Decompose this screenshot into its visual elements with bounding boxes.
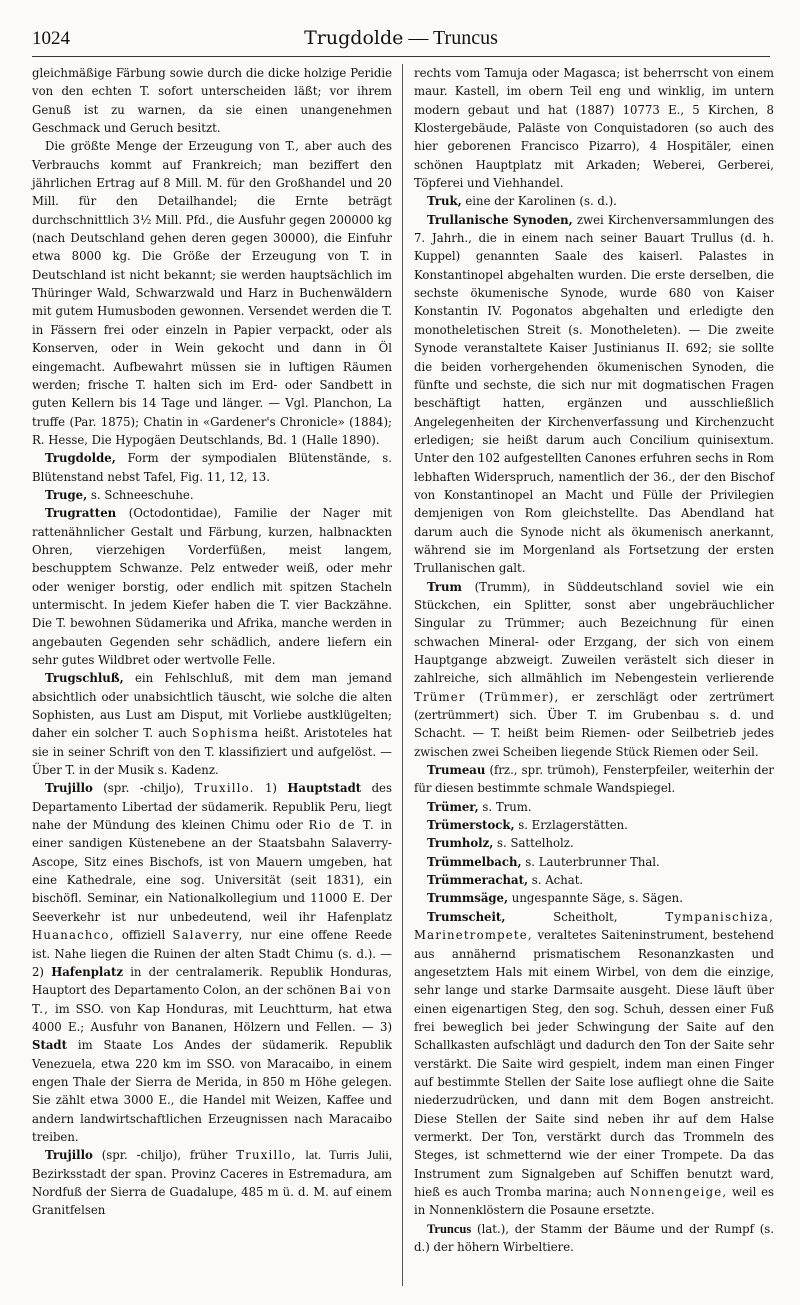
entry-text: s. Lauterbrunner Thal. <box>525 854 660 869</box>
entry-text: zwei Kirchenversammlungen des 7. Jahrh., die in einem nach seiner Bauart Trullus (d. h. Kuppel) genannten Saale des kaiserl. Palastes in Konstantinopel abgehalten wurden. Die erste derselben, die sechste ökumenische Synode, wurde 680 von Kaiser Konstantin IV. Pogonatos abgehalten und erledigte den monotheletischen Streit (s. Monotheleten). — Die zweite Synode veranstaltete Kaiser Justinianus II. 692; sie sollte die beiden vorhergehenden ökumenischen Synoden, die fünfte und sechste, die sich nur mit dogmatischen Fragen beschäftigt hatten, ergänzen und ausschließlich Angelegenheiten der Kirchenverfassung und Kirchenzucht erledigen; sie heißt darum auch Concilium quinisextum. Unter den 102 aufgestellten Canones erfuhren sechs in Rom lebhaften Widerspruch, namentlich der 36., der den Bischof von Konstantinopel an Macht und Fülle der Privilegien demjenigen von Rom gleichstellte. Das Abendland hat darum auch die Synode nicht als ökumenisch anerkannt, während sie im Morgenland als Fortsetzung der ersten Trullanischen galt. <box>414 212 774 576</box>
entry-trujillo-spain <box>32 1146 392 1219</box>
entry-trullanische-synoden <box>414 211 774 578</box>
entry-truge <box>32 486 392 504</box>
entry-text: ungespannte Säge, s. Sägen. <box>511 891 683 906</box>
pronunciation: (spr. -chiljo), früher <box>101 1148 228 1163</box>
entry-truemmerachat <box>414 871 774 889</box>
entry-text: (frz., spr. trümoh), Fensterpfeiler, weiterhin der für diesen bestimmte schmale Wandspiegel. <box>414 763 774 796</box>
entry-text: (Octodontidae), Familie der Nager mit rattenähnlicher Gestalt und Färbung, kurzen, halbnackten Ohren, vierzehigen Vorderfüßen, meist langem, beschupptem Schwanze. Pelz entweder weiß, oder mehr oder weniger borstig, oder endlich mit spitzen Stacheln untermischt. In jedem Kiefer haben die T. vier Backzähne. Die T. bewohnen Südamerika und Afrika, manche werden in angebauten Gegenden sehr schädlich, andere liefern ein sehr gutes Wildbret oder wertvolle Felle. <box>32 506 392 667</box>
spaced-term: Salaverry, <box>172 928 244 943</box>
page-header <box>32 26 770 57</box>
entry-text: in der centralamerik. Republik Honduras, Hauptort des Departamento Colon, an der schönen <box>32 964 393 998</box>
entry-truncus <box>414 1220 774 1257</box>
entry-trugratten <box>32 504 392 669</box>
entry-text: (lat.), der Stamm der Bäume und der Rumpf (s. d.) der höhern Wirbeltiere. <box>414 1221 775 1254</box>
headword: Trullanische Synoden, <box>427 212 573 227</box>
running-title-dash: — <box>408 27 429 49</box>
entry-trum <box>414 578 774 761</box>
sense-label: Stadt <box>32 1038 67 1053</box>
spaced-term: Tympanischiza, Marinetrompete, <box>414 909 774 943</box>
continuation-paragraph: gleichmäßige Färbung sowie durch die dicke holzige Peridie von den echten T. sofort unterscheiden läßt; vor ihrem Genuß ist zu warnen, da sie einen unangenehmen Geschmack und Geruch besitzt. <box>32 66 392 136</box>
spaced-term: Sophisma <box>191 726 260 741</box>
headword: Trümerstock, <box>427 818 515 833</box>
spaced-term: Truxillo, <box>236 1148 297 1163</box>
spaced-term: Nonnengeige, <box>629 1184 728 1199</box>
headword: Trümer, <box>427 799 479 814</box>
entry-text: im Staate Los Andes der südamerik. Republik Venezuela, etwa 220 km im SSO. von Maracaibo, in einem engen Thale der Sierra de Merida, in 850 m Höhe gelegen. Sie zählt etwa 3000 E., die Handel mit Weizen, Kaffee und andern landwirtschaftlichen Erzeugnissen nach Maracaibo treiben. <box>32 1038 393 1144</box>
entry-trumscheit <box>414 908 774 1220</box>
headword: Truncus <box>427 1221 472 1236</box>
entry-text: Form der sympodialen Blütenstände, s. Blütenstand nebst Tafel, Fig. 11, 12, 13. <box>32 451 392 484</box>
entry-text: nur eine offene Reede ist. Nahe liegen die Ruinen der alten Stadt Chimu (s. d.). — <box>32 928 393 961</box>
headword: Trugschluß, <box>45 671 124 686</box>
headword: Trum <box>427 579 462 594</box>
headword: Truk, <box>427 194 462 209</box>
page-number: 1024 <box>32 28 70 49</box>
entry-text: Scheitholt, <box>553 909 618 924</box>
entry-text: ein Fehlschluß, mit dem man jemand absichtlich oder unabsichtlich täuscht, wie solche die alten Sophisten, aus Lust am Disput, mit Vorliebe austklügelten; daher ein solcher T. auch <box>32 671 392 741</box>
entry-text: (Trumm), in Süddeutschland soviel wie ein Stückchen, ein Splitter, sonst aber ungebräuchlicher Singular zu Trümmer; auch Bezeichnung für einen schwachen Mineral- oder Erzgang, der sich von einem Hauptgange abzweigt. Zuweilen verästelt sich dieser in zahlreiche, sich allmählich im Nebengestein verlierende <box>414 579 774 686</box>
entry-trumeau <box>414 761 774 798</box>
spaced-term: Bai von T., <box>32 983 392 1016</box>
entry-text: s. Erzlagerstätten. <box>518 818 628 833</box>
entry-trumholz <box>414 834 774 852</box>
headword: Trumscheit, <box>427 909 506 924</box>
headword: Trujillo <box>45 1148 93 1163</box>
entry-text: er zerschlägt oder zertrümert (zertrümmert) sich. Über T. im Grubenbau s. d. und Schacht. — T. heißt beim Riemen- oder Seilbetrieb jedes zwischen zwei Scheiben liegende Stück Riemen oder Seil. <box>414 689 774 759</box>
entry-trugdolde <box>32 449 392 486</box>
entry-text: veraltetes Saiteninstrument, bestehend aus annähernd prismatischem Resonanzkasten und angesetztem Hals mit einem Wirbel, von dem die einzige, sehr lange und starke Darmsaite ausgeht. Diese läuft über einen eigenartigen Steg, den sog. Schuh, dessen einer Fuß frei beweglich bei jeder Schwingung der Saite auf den Schallkasten aufschlägt und dadurch den Ton der Saite sehr verstärkt. Die Saite wird gespielt, indem man einen Finger auf bestimmte Stellen der Saite lose aufliegt ohne die Saite niederzudrücken, und dann mit dem Bogen anstreicht. Diese Stellen der Saite sind neben ihr auf dem Halse vermerkt. Der Ton, verstärkt durch das Trommeln des Steges, ist schmetternd wie der einer Trompete. Da das Instrument zum Signalgeben auf Schiffen benutzt ward, hieß es auch Tromba marina; auch <box>414 928 775 1199</box>
spaced-term: Huanachco, <box>32 928 115 943</box>
entry-text: s. Sattelholz. <box>497 836 574 851</box>
running-title <box>32 27 770 50</box>
entry-text: s. Achat. <box>531 873 584 888</box>
running-title-first: Trugdolde <box>304 27 404 49</box>
headword: Trumholz, <box>427 836 494 851</box>
entry-text: Bezirksstadt der span. Provinz Caceres in Estremadura, am Nordfuß der Sierra de Guadalupe, 485 m ü. d. M. auf einem Granitfelsen <box>32 1166 392 1218</box>
sense-label: Hafenplatz <box>51 964 123 979</box>
entry-trujillo <box>32 779 392 1146</box>
latin-name: lat. Turris Julii, <box>305 1148 392 1163</box>
column-divider <box>402 64 403 1286</box>
sense-number: 2) <box>32 964 44 979</box>
left-column <box>32 64 392 1220</box>
spaced-term: Trümer (Trümmer), <box>414 689 560 704</box>
running-title-last: Truncus <box>433 27 498 49</box>
headword: Trugdolde, <box>45 451 116 466</box>
entry-text: des Departamento Libertad der südamerik. Republik Peru, liegt nahe der Mündung des kleinen Chimu oder <box>32 781 392 833</box>
entry-text: im SSO. von Kap Honduras, mit Leuchtturm, hat etwa 4000 E.; Ausfuhr von Bananen, Hölzern und Fellen. — <box>32 1001 393 1034</box>
entry-trumer <box>414 798 774 816</box>
pronunciation: (spr. -chiljo), <box>103 781 185 796</box>
headword: Trummsäge, <box>427 891 509 906</box>
headword: Trujillo <box>45 781 93 796</box>
headword: Truge, <box>45 487 88 502</box>
entry-text: in einer sandigen Küstenebene an der Staatsbahn Salaverry-Ascope, Sitz eines Bischofs, ist von Mauern umgeben, hat eine Kathedrale, eine sog. Universität (seit 1831), ein bischöfl. Seminar, ein Nationalkollegium und 11000 E. Der Seeverkehr ist nur unbedeutend, weil ihr Hafenplatz <box>32 818 393 924</box>
entry-truk <box>414 192 774 210</box>
entry-text: weil es in Nonnenklöstern die Posaune ersetzte. <box>414 1184 775 1218</box>
sense-label: Hauptstadt <box>287 781 362 796</box>
paragraph-production: Die größte Menge der Erzeugung von T., aber auch des Verbrauchs kommt auf Frankreich; man beziffert den jährlichen Ertrag auf 8 Mill. M. für den Großhandel und 20 Mill. für den Detailhandel; die Ernte beträgt durchschnittlich 3½ Mill. Pfd., die Ausfuhr gegen 200000 kg (nach Deutschland gehen deren gegen 30000), die Einfuhr etwa 8000 kg. Die Größe der Erzeugung von T. in Deutschland ist nicht bekannt; sie werden hauptsächlich im Thüringer Wald, Schwarzwald und Harz in Buchenwäldern mit gutem Humusboden gewonnen. Versendet werden die T. in Fässern frei oder einzeln in Papier verpackt, oder als Konserven, oder in Wein gekocht und dann in Öl eingemacht. Aufbewahrt müssen sie in luftigen Räumen werden; frische T. halten sich im Erd- oder Sandbett in guten Kellern bis 14 Tage und länger. — Vgl. Planchon, La truffe (Par. 1875); Chatin in «Gardener's Chronicle» (1884); R. Hesse, Die Hypogäen Deutschlands, Bd. 1 (Halle 1890). <box>32 139 393 447</box>
headword: Trugratten <box>45 506 117 521</box>
headword: Trümmerachat, <box>427 873 529 888</box>
sense-number: 3) <box>380 1019 393 1034</box>
entry-trugschluss <box>32 669 392 779</box>
continuation-paragraph: rechts vom Tamuja oder Magasca; ist beherrscht von einem maur. Kastell, im obern Teil eng und winklig, im untern modern gebaut und hat (1887) 10773 E., 5 Kirchen, 8 Klostergebäude, Paläste von Conquistadoren (so auch des hier geborenen Francisco Pizarro), 4 Hospitäler, einen schönen Hauptplatz mit Arkaden; Weberei, Gerberei, Töpferei und Viehhandel. <box>414 66 774 191</box>
right-column <box>414 64 774 1256</box>
headword: Trümmelbach, <box>427 854 522 869</box>
entry-text: heißt. Aristoteles hat sie in seiner Schrift von den T. klassifiziert und aufgelöst. — Über T. in der Musik s. Kadenz. <box>32 726 393 778</box>
entry-text: eine der Karolinen (s. d.). <box>465 194 617 209</box>
headword: Trumeau <box>427 763 486 778</box>
sense-number: 1) <box>264 781 277 796</box>
entry-trummsaege <box>414 889 774 907</box>
entry-truemmelbach <box>414 853 774 871</box>
spaced-term: Truxillo. <box>194 781 255 796</box>
spaced-term: Rio de T. <box>308 818 375 833</box>
entry-text: s. Schneeschuhe. <box>90 487 194 502</box>
entry-text: offiziell <box>121 928 166 943</box>
entry-trumerstock <box>414 816 774 834</box>
entry-text: s. Trum. <box>482 799 532 814</box>
